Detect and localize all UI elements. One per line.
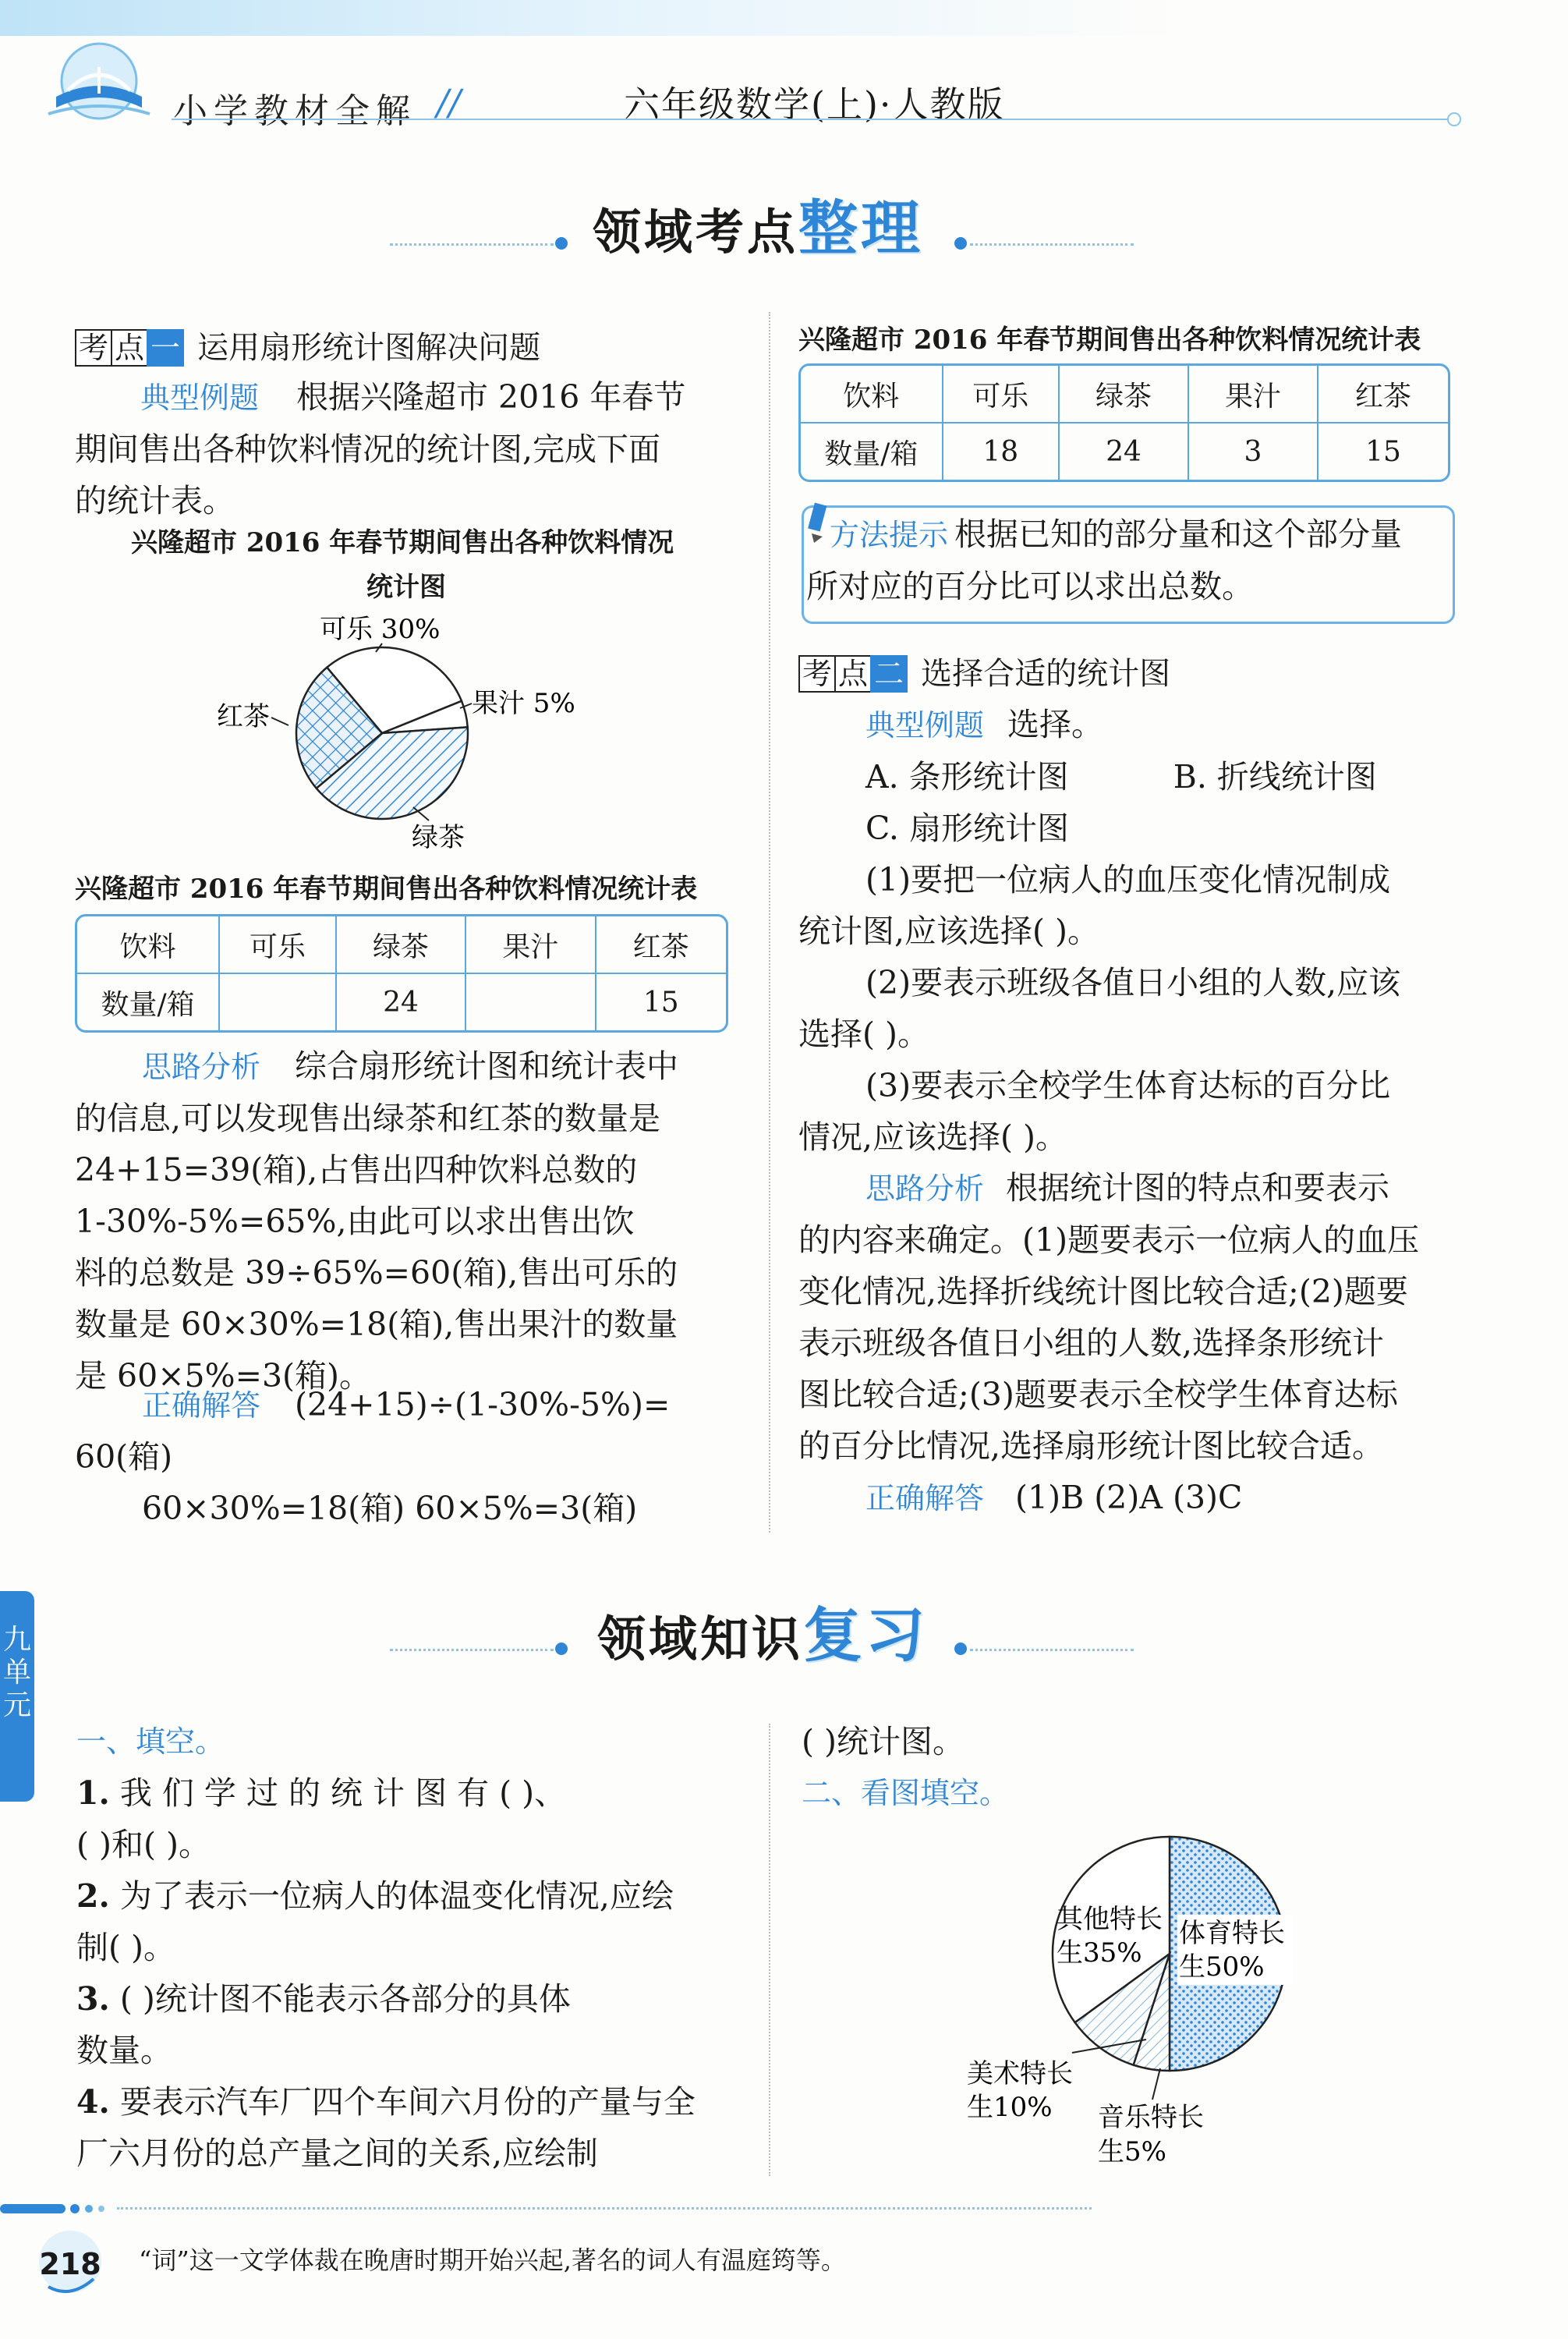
drink-table-incomplete bbox=[75, 914, 728, 1033]
review-question-1: 我 们 学 过 的 统 计 图 有 ( )、 bbox=[119, 1774, 567, 1812]
leader-line bbox=[271, 718, 288, 725]
pie-label-black-tea: 红茶 bbox=[217, 701, 270, 732]
section-title-text: 领域知识 bbox=[597, 1611, 804, 1667]
kaodian-2-heading bbox=[798, 649, 1170, 693]
drink-pie-chart bbox=[203, 608, 593, 858]
table-cell: 24 bbox=[1060, 424, 1189, 480]
table-cell: 果汁 bbox=[466, 916, 596, 974]
table-cell: 红茶 bbox=[1318, 366, 1448, 424]
table-cell: 15 bbox=[1365, 435, 1401, 468]
answer-text: (1)B (2)A (3)C bbox=[1015, 1479, 1243, 1516]
table-cell: 果汁 bbox=[1189, 366, 1318, 424]
question-1: (1)要把一位病人的血压变化情况制成 bbox=[865, 861, 1391, 898]
table-title-right: 兴隆超市 2016 年春节期间售出各种饮料情况统计表 bbox=[798, 324, 1421, 356]
review-right bbox=[802, 1716, 1457, 1819]
kaodian-1-title: 运用扇形统计图解决问题 bbox=[197, 330, 541, 366]
column-divider bbox=[769, 312, 770, 1533]
column-divider bbox=[769, 1724, 770, 2176]
header-stripe bbox=[0, 0, 1568, 36]
table-cell-blank bbox=[220, 974, 337, 1030]
part-1-title: 一、填空。 bbox=[76, 1724, 225, 1759]
section-title-line-left bbox=[390, 243, 554, 246]
part-2-title: 二、看图填空。 bbox=[802, 1776, 1010, 1810]
kaodian-1-example: 典型例题 根据兴隆超市 2016 年春节 期间售出各种饮料情况的统计图,完成下面 的统计表。 bbox=[75, 378, 686, 519]
pie-label-art: 美术特长 bbox=[967, 2058, 1073, 2089]
section-title-dot-icon bbox=[954, 237, 967, 250]
kaodian-2-badge: 考 点 二 bbox=[798, 655, 906, 693]
table-cell: 绿茶 bbox=[337, 916, 466, 974]
table-cell: 饮料 bbox=[77, 916, 220, 974]
pie-label-green-tea: 绿茶 bbox=[412, 822, 465, 853]
section-title-highlight: 整理 bbox=[798, 193, 924, 263]
example-label: 典型例题 bbox=[865, 708, 985, 742]
footer-dots-icon bbox=[0, 2193, 117, 2224]
answer-label: 正确解答 bbox=[142, 1388, 261, 1423]
header-rule bbox=[172, 119, 1450, 120]
section-title-dot-icon bbox=[555, 1643, 568, 1655]
book-logo-icon bbox=[41, 36, 158, 129]
series-title: 小学教材全解 bbox=[173, 91, 416, 131]
section-title-line-left bbox=[390, 1649, 554, 1651]
section-title-dot-icon bbox=[954, 1643, 967, 1655]
leader-line bbox=[1152, 2068, 1160, 2100]
pie-label-juice: 果汁 5% bbox=[472, 688, 575, 719]
table-cell-blank bbox=[466, 974, 596, 1030]
method-tip-text: 方法提示 根据已知的部分量和这个部分量 所对应的百分比可以求出总数。 bbox=[806, 516, 1403, 605]
table-cell: 红茶 bbox=[596, 916, 726, 974]
table-cell: 3 bbox=[1189, 424, 1318, 480]
pie-chart-title-line1: 兴隆超市 2016 年春节期间售出各种饮料情况 bbox=[131, 527, 674, 558]
pie-label-sports: 体育特长 bbox=[1179, 1918, 1285, 1949]
table-cell: 可乐 bbox=[220, 916, 337, 974]
page-number: 218 bbox=[39, 2247, 101, 2281]
section-title-dot-icon bbox=[555, 237, 568, 250]
header-rule-end-icon bbox=[1447, 112, 1461, 126]
kaodian-2-analysis: 思路分析 根据统计图的特点和要表示 的内容来确定。(1)题要表示一位病人的血压 变化情况,选择折线统计图比较合适;(2)题要 表示班级各值日小组的人数,选择条形统计 图比较合适;(3)题要表示全校学生体育达标 的百分比情况,选择扇形统计图比较合适。 正确解答 (1)B (2)A (3)C bbox=[798, 1169, 1420, 1516]
table-cell: 15 bbox=[642, 986, 679, 1019]
pie-label-sports-pct: 生50% bbox=[1179, 1951, 1265, 1983]
table-cell: 数量/箱 bbox=[801, 424, 943, 480]
review-question-4-cont: ( )统计图。 bbox=[802, 1723, 965, 1760]
section-title-text: 领域考点 bbox=[593, 204, 799, 260]
kaodian-1-analysis: 思路分析 综合扇形统计图和统计表中 的信息,可以发现售出绿茶和红茶的数量是 24+15=39(箱),占售出四种饮料总数的 1-30%-5%=65%,由此可以求出售出饮 料的总数是 39÷65%=60(箱),售出可乐的 数量是 60×30%=18(箱),售出果汁的数量 是 60×5%=3(箱)。 bbox=[75, 1047, 679, 1395]
pie-label-music-pct: 生5% bbox=[1098, 2136, 1166, 2167]
footer-note: “词”这一文学体裁在晚唐时期开始兴起,著名的词人有温庭筠等。 bbox=[139, 2245, 846, 2275]
option-b: B. 折线统计图 bbox=[1173, 758, 1377, 796]
header-slash-icon: // bbox=[437, 81, 461, 123]
section-title-review bbox=[597, 1588, 928, 1673]
review-question-4: 要表示汽车厂四个车间六月份的产量与全 bbox=[119, 2083, 696, 2121]
table-cell: 数量/箱 bbox=[77, 974, 220, 1030]
section-title-highlight: 复习 bbox=[803, 1600, 929, 1670]
table-cell: 可乐 bbox=[943, 366, 1060, 424]
pie-label-other: 其他特长 bbox=[1057, 1904, 1163, 1935]
table-cell: 绿茶 bbox=[1060, 366, 1189, 424]
answer-label: 正确解答 bbox=[865, 1481, 985, 1515]
option-a: A. 条形统计图 bbox=[865, 758, 1069, 796]
kaodian-1-answer: 正确解答 (24+15)÷(1-30%-5%)= 60(箱) 60×30%=18(箱) 60×5%=3(箱) bbox=[75, 1386, 671, 1527]
table-cell: 饮料 bbox=[801, 366, 943, 424]
table-title-left: 兴隆超市 2016 年春节期间售出各种饮料情况统计表 bbox=[75, 874, 698, 905]
kaodian-1-badge: 考 点 一 bbox=[75, 329, 182, 367]
example-label: 典型例题 bbox=[140, 381, 260, 415]
pie-chart-title-line2: 统计图 bbox=[366, 572, 446, 603]
talent-pie-chart bbox=[951, 1817, 1310, 2184]
unit-side-tab: 九 单 元 bbox=[0, 1591, 34, 1802]
question-3: (3)要表示全校学生体育达标的百分比 bbox=[865, 1067, 1391, 1104]
book-title: 六年级数学(上)·人教版 bbox=[624, 83, 1005, 126]
tip-label: 方法提示 bbox=[830, 518, 949, 552]
analysis-label: 思路分析 bbox=[142, 1050, 261, 1084]
review-question-3: ( )统计图不能表示各部分的具体 bbox=[119, 1980, 571, 2018]
pie-label-art-pct: 生10% bbox=[967, 2092, 1053, 2123]
pie-label-music: 音乐特长 bbox=[1098, 2102, 1204, 2133]
section-title-line-right bbox=[970, 1649, 1134, 1651]
table-cell: 24 bbox=[337, 974, 466, 1030]
review-question-2: 为了表示一位病人的体温变化情况,应绘 bbox=[119, 1877, 674, 1915]
table-cell: 18 bbox=[943, 424, 1060, 480]
footer-rule bbox=[117, 2207, 1092, 2210]
pie-label-cola: 可乐 30% bbox=[320, 614, 441, 645]
pie-label-other-pct: 生35% bbox=[1057, 1937, 1142, 1969]
kaodian-2-title: 选择合适的统计图 bbox=[921, 656, 1171, 692]
question-2: (2)要表示班级各值日小组的人数,应该 bbox=[865, 964, 1401, 1001]
analysis-label: 思路分析 bbox=[865, 1171, 985, 1206]
kaodian-2-example: 典型例题 选择。 A. 条形统计图 B. 折线统计图 C. 扇形统计图 (1)要把一位病人的血压变化情况制成 统计图,应该选择( )。 (2)要表示班级各值日小组的人数,应该 选择( )。 (3)要表示全校学生体育达标的百分比 情况,应该选择( )。 bbox=[798, 699, 1461, 1163]
kaodian-1-heading bbox=[75, 323, 540, 367]
section-title-kaodian bbox=[593, 181, 923, 266]
review-left: 一、填空。 1. 我 们 学 过 的 统 计 图 有 ( )、 ( )和( )。 2. 为了表示一位病人的体温变化情况,应绘 制( )。 3. ( )统计图不能表示各部分的具体 数量。 4. 要表示汽车厂四个车间六月份的产量与全 厂六月份的总产量之间的关系,应绘制 bbox=[76, 1716, 739, 2179]
option-c: C. 扇形统计图 bbox=[865, 810, 1069, 847]
section-title-line-right bbox=[970, 243, 1134, 246]
drink-table-complete bbox=[798, 363, 1450, 482]
